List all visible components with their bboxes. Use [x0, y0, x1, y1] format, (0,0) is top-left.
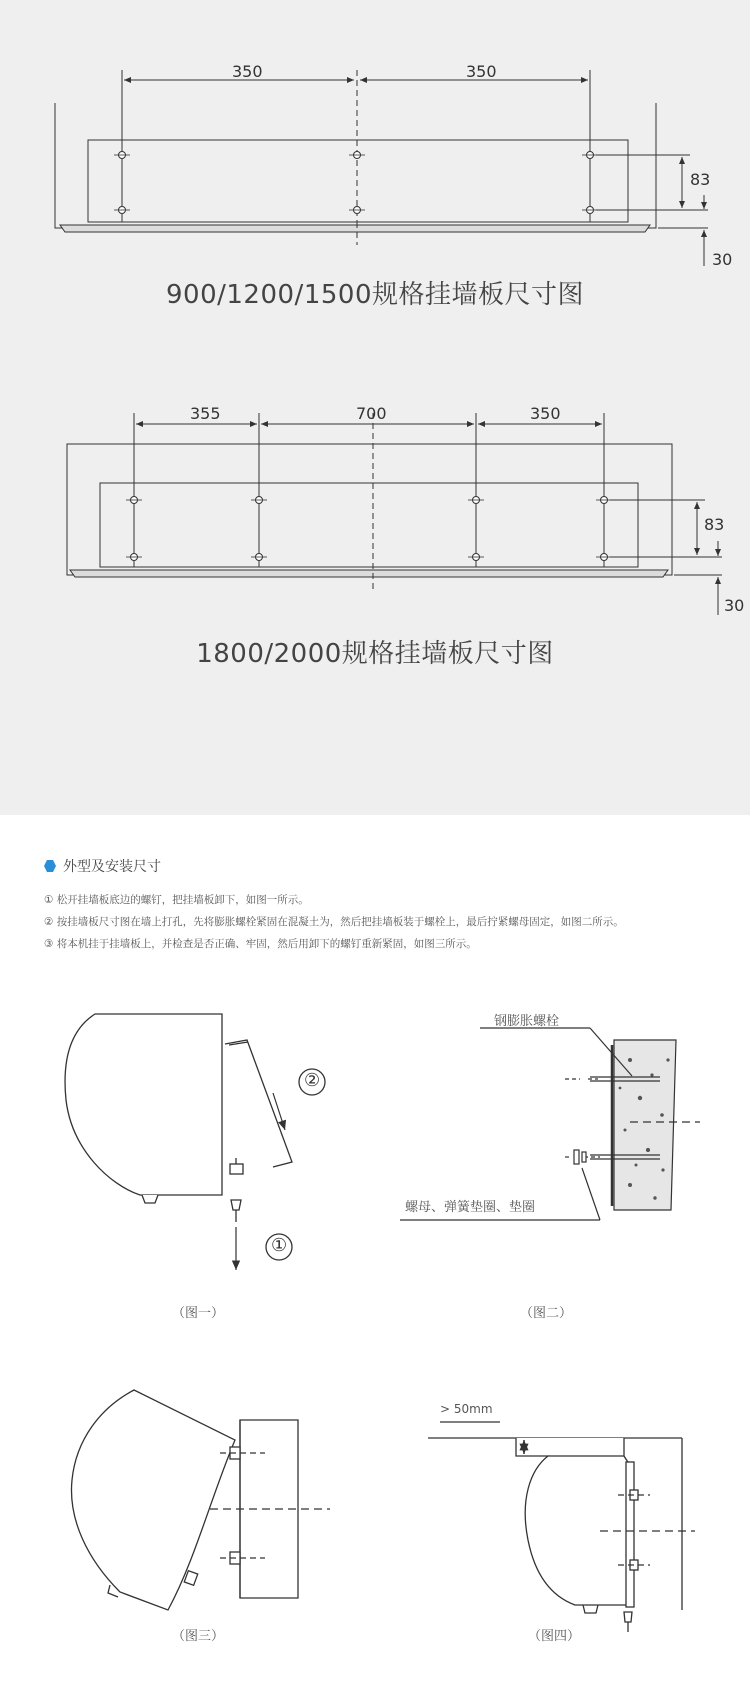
figure-1-mark-1: ①: [271, 1235, 288, 1256]
figure-2-drawing: [400, 1028, 700, 1220]
figure-2-caption: （图二）: [520, 1306, 573, 1321]
figure-1-caption: （图一）: [172, 1306, 225, 1321]
install-title-text: 外型及安装尺寸: [63, 859, 161, 875]
dim-label-left: 355: [190, 404, 221, 423]
figure-4-caption: （图四）: [528, 1629, 581, 1644]
figure-1-drawing: [65, 1014, 325, 1270]
install-step-3: ③ 将本机挂于挂墙板上，并检查是否正确、牢固，然后用卸下的螺钉重新紧固，如图三所示。: [44, 938, 477, 950]
figure-2-nut-label: 螺母、弹簧垫圈、垫圈: [405, 1200, 536, 1215]
dim-label-right: 350: [466, 62, 497, 81]
dim-label-left: 350: [232, 62, 263, 81]
dim-label-middle: 700: [356, 404, 387, 423]
figure-3-caption: （图三）: [172, 1629, 225, 1644]
dim-label-right: 350: [530, 404, 561, 423]
figure-2-bolt-label: 钢膨胀螺栓: [494, 1014, 560, 1029]
dim-label-bottom: 30: [724, 596, 745, 615]
install-step-1: ① 松开挂墙板底边的螺钉，把挂墙板卸下，如图一所示。: [44, 894, 309, 906]
install-step-2: ② 按挂墙板尺寸图在墙上打孔，先将膨胀螺栓紧固在混凝土为，然后把挂墙板装于螺栓上，最后拧紧螺母固定，如图二所示。: [44, 916, 624, 928]
figure-4-clearance-label: > 50mm: [440, 1402, 493, 1416]
dim-label-vertical: 83: [704, 515, 725, 534]
diagram-2-caption: 1800/2000规格挂墙板尺寸图: [196, 639, 554, 669]
figure-4-drawing: [428, 1422, 695, 1632]
figure-3-drawing: [71, 1390, 330, 1610]
dim-label-bottom: 30: [712, 250, 733, 269]
diagram-1-caption: 900/1200/1500规格挂墙板尺寸图: [166, 280, 584, 310]
figure-1-mark-2: ②: [304, 1070, 321, 1091]
dim-label-vertical: 83: [690, 170, 711, 189]
